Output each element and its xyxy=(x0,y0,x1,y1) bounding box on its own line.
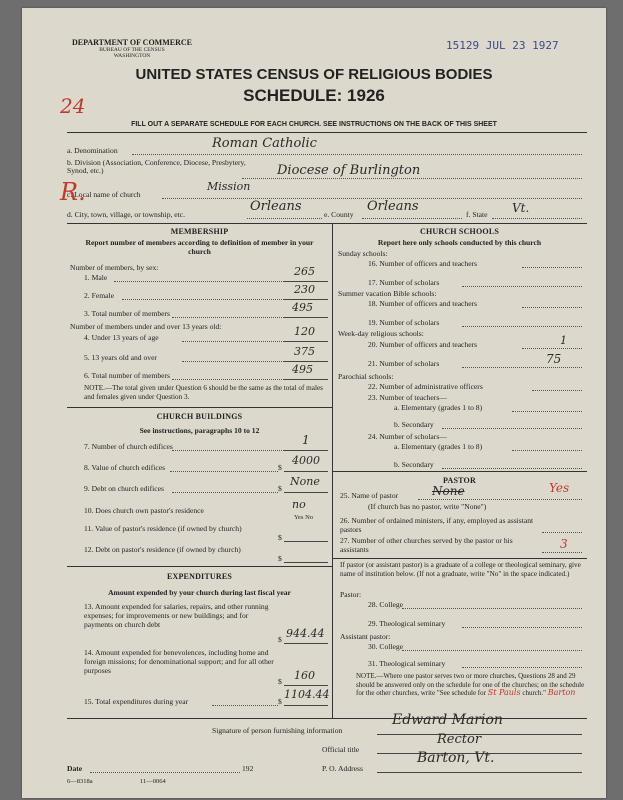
pastor-note-church: St Pauls xyxy=(487,688,521,697)
date-line xyxy=(90,772,240,773)
q3-line xyxy=(284,317,328,318)
q12-dollar: $ xyxy=(278,554,282,563)
q31-line xyxy=(462,667,582,668)
q14-dollar: $ xyxy=(278,677,282,686)
q23b-label: b. Secondary xyxy=(394,420,434,429)
expenditures-heading: EXPENDITURES xyxy=(166,572,233,581)
q4-label: 4. Under 13 years of age xyxy=(84,333,159,342)
grid-rule-buildings xyxy=(67,407,332,408)
q19-line xyxy=(462,326,582,327)
schools-parochial: Parochial schools: xyxy=(338,372,394,381)
signature-label: Signature of person furnishing information xyxy=(212,726,343,735)
q24a-label: a. Elementary (grades 1 to 8) xyxy=(394,442,483,451)
pastor-note xyxy=(356,672,586,698)
q2-line xyxy=(284,299,328,300)
q12-line xyxy=(284,562,328,563)
q8-value: 4000 xyxy=(292,454,320,467)
q26-label: 26. Number of ordained ministers, if any, employed as assistant pastors xyxy=(340,516,534,534)
q16-label: 16. Number of officers and teachers xyxy=(368,259,478,268)
q6-label: 6. Total number of members xyxy=(84,371,171,380)
q25-line xyxy=(418,499,582,500)
grid-rule-bottom xyxy=(67,718,587,719)
q21-line xyxy=(462,367,582,368)
membership-note: NOTE.—The total given under Question 6 should be the same as the total of males and females given under Question 3. xyxy=(84,384,323,401)
q13-dollar: $ xyxy=(278,635,282,644)
state-label: f. State xyxy=(466,210,488,219)
q15-line xyxy=(284,705,328,706)
q28-line xyxy=(402,608,582,609)
q16-line xyxy=(522,267,582,268)
pastor-note-town: Barton xyxy=(547,688,576,697)
q14-line xyxy=(284,685,328,686)
county-value: Orleans xyxy=(367,199,419,214)
form-subtitle: SCHEDULE: 1926 xyxy=(243,86,385,105)
q11-dollar: $ xyxy=(278,533,282,542)
expenditures-intro: Amount expended by your church during last fiscal year xyxy=(108,588,291,597)
date-label: Date xyxy=(67,764,83,773)
department-block xyxy=(62,38,202,59)
q7-label: 7. Number of church edifices xyxy=(84,442,173,451)
membership-intro: Report number of members according to definition of member in your church xyxy=(85,238,314,256)
q18-label: 18. Number of officers and teachers xyxy=(368,299,478,308)
q10-value: no xyxy=(292,498,306,511)
q20-label: 20. Number of officers and teachers xyxy=(368,340,478,349)
q19-label: 19. Number of scholars xyxy=(368,318,440,327)
q24-label: 24. Number of scholars— xyxy=(368,432,447,441)
state-value: Vt. xyxy=(512,201,530,215)
q1-dots xyxy=(114,281,284,282)
q30-line xyxy=(402,650,582,651)
q10-label: 10. Does church own pastor's residence xyxy=(84,506,204,515)
q1-label: 1. Male xyxy=(84,273,108,282)
county-line xyxy=(362,218,462,219)
local-name-value: Mission xyxy=(207,180,251,193)
q13-value: 944.44 xyxy=(286,627,325,640)
q5-label: 5. 13 years old and over xyxy=(84,353,157,362)
q17-line xyxy=(462,286,582,287)
state-line xyxy=(492,218,582,219)
q5-value: 375 xyxy=(294,345,315,358)
city-label: d. City, town, village, or township, etc. xyxy=(67,210,186,219)
pastor-note-text: NOTE.—Where one pastor serves two or more churches, Questions 28 and 29 should be answered only on the schedule for one of the churches; on the schedule for the other churches, write "See schedule for xyxy=(356,672,585,697)
q14-value: 160 xyxy=(294,669,315,682)
city-name: WASHINGTON xyxy=(113,53,151,59)
q8-label: 8. Value of church edifices xyxy=(84,463,166,472)
graduate-note: If pastor (or assistant pastor) is a graduate of a college or theological seminary, give name of institution below. (If not a graduate, write "No" in the space indicated.) xyxy=(340,561,581,578)
po-address-value: Barton, Vt. xyxy=(417,750,495,766)
q1-line xyxy=(284,281,328,282)
q1-value: 265 xyxy=(294,265,315,278)
q9-dots xyxy=(172,492,278,493)
q23b-line xyxy=(442,428,582,429)
q29-label: 29. Theological seminary xyxy=(368,619,446,628)
pastor-subheading: Pastor: xyxy=(340,590,362,599)
division-value: Diocese of Burlington xyxy=(277,163,421,178)
instruction-line: FILL OUT A SEPARATE SCHEDULE FOR EACH CHURCH. SEE INSTRUCTIONS ON THE BACK OF THIS SHEET xyxy=(131,121,497,128)
denomination-line xyxy=(132,154,582,155)
q24a-line xyxy=(512,450,582,451)
signature-value: Edward Marion xyxy=(392,712,503,728)
q28-label: 28. College xyxy=(368,600,404,609)
schools-summer: Summer vacation Bible schools: xyxy=(338,289,437,298)
q17-label: 17. Number of scholars xyxy=(368,278,440,287)
buildings-heading: CHURCH BUILDINGS xyxy=(156,412,243,421)
q23a-line xyxy=(512,411,582,412)
q31-label: 31. Theological seminary xyxy=(368,659,446,668)
q21-label: 21. Number of scholars xyxy=(368,359,440,368)
q26-line xyxy=(542,532,582,533)
membership-age-intro: Number of members under and over 13 years old: xyxy=(70,322,222,331)
print-number: 11—0064 xyxy=(140,778,166,785)
q6-value: 495 xyxy=(292,363,313,376)
q15-dots xyxy=(212,705,278,706)
q29-line xyxy=(462,627,582,628)
q27-line xyxy=(542,552,582,553)
po-address-label: P. O. Address xyxy=(322,764,363,773)
county-label: e. County xyxy=(324,210,354,219)
form-title: UNITED STATES CENSUS OF RELIGIOUS BODIES xyxy=(135,66,493,83)
denomination-value: Roman Catholic xyxy=(212,136,317,151)
q30-label: 30. College xyxy=(368,642,404,651)
q25-mark: Yes xyxy=(549,481,570,495)
received-stamp: 15129 JUL 23 1927 xyxy=(446,39,559,52)
q24b-label: b. Secondary xyxy=(394,460,434,469)
q22-line xyxy=(532,390,582,391)
official-title-value: Rector xyxy=(437,732,482,747)
q11-label: 11. Value of pastor's residence (if owned by church) xyxy=(84,524,242,533)
q3-dots xyxy=(172,317,284,318)
schools-weekday: Week-day religious schools: xyxy=(338,329,424,338)
census-schedule-sheet xyxy=(22,8,606,798)
margin-number: 24 xyxy=(60,94,86,118)
form-number: 6—8318a xyxy=(67,778,93,785)
q25-note: (If church has no pastor, write "None") xyxy=(368,502,487,511)
pastor-note-end: church." xyxy=(522,689,546,697)
q2-value: 230 xyxy=(294,283,315,296)
margin-letter: R. xyxy=(60,178,86,206)
q15-value: 1104.44 xyxy=(284,688,330,701)
q27-label: 27. Number of other churches served by the pastor or his assistants xyxy=(340,536,513,554)
schools-intro: Report here only schools conducted by this church xyxy=(377,238,542,247)
q8-line xyxy=(284,471,328,472)
q7-dots xyxy=(172,450,284,451)
q5-dots xyxy=(182,361,284,362)
q13-line xyxy=(284,643,328,644)
q13-label: 13. Amount expended for salaries, repairs, and other running expenses; for improvements or new buildings; and for payments on church debt xyxy=(84,602,269,629)
grid-rule-expenditures xyxy=(67,566,332,567)
q4-line xyxy=(284,341,328,342)
q25-label: 25. Name of pastor xyxy=(340,491,399,500)
pastor-heading: PASTOR xyxy=(443,476,476,485)
bureau-name: BUREAU OF THE CENSUS xyxy=(99,47,165,53)
po-address-line xyxy=(377,772,582,773)
pastor-rule xyxy=(332,558,587,559)
q7-line xyxy=(284,450,328,451)
q25-value: None xyxy=(432,484,465,498)
city-value: Orleans xyxy=(250,199,302,214)
q2-dots xyxy=(122,299,284,300)
schools-sunday: Sunday schools: xyxy=(338,249,388,258)
q9-dollar: $ xyxy=(278,484,282,493)
q14-label: 14. Amount expended for benevolences, including home and foreign missions; for denominational support; and for all other purposes xyxy=(84,648,274,675)
q23-label: 23. Number of teachers— xyxy=(368,393,447,402)
q18-line xyxy=(522,307,582,308)
membership-by-sex: Number of members, by sex: xyxy=(70,263,159,272)
q20-line xyxy=(522,348,582,349)
q9-label: 9. Debt on church edifices xyxy=(84,484,164,493)
q6-line xyxy=(284,379,328,380)
q9-value: None xyxy=(290,475,320,488)
q3-label: 3. Total number of members xyxy=(84,309,171,318)
q10-options: Yes No xyxy=(294,514,314,521)
q3-value: 495 xyxy=(292,301,313,314)
division-label: b. Division (Association, Conference, Diocese, Presbytery, Synod, etc.) xyxy=(67,158,246,175)
q8-dollar: $ xyxy=(278,463,282,472)
buildings-intro: See instructions, paragraphs 10 to 12 xyxy=(139,426,260,435)
q15-label: 15. Total expenditures during year xyxy=(84,697,189,706)
top-rule xyxy=(67,132,587,133)
q5-line xyxy=(284,361,328,362)
q22-label: 22. Number of administrative officers xyxy=(368,382,483,391)
division-line xyxy=(242,178,582,179)
q24b-line xyxy=(442,468,582,469)
q4-dots xyxy=(182,341,284,342)
q23a-label: a. Elementary (grades 1 to 8) xyxy=(394,403,483,412)
q12-label: 12. Debt on pastor's residence (if owned by church) xyxy=(84,545,241,554)
q20-value: 1 xyxy=(560,334,567,347)
q4-value: 120 xyxy=(294,325,315,338)
schools-heading: CHURCH SCHOOLS xyxy=(419,227,500,236)
q6-dots xyxy=(172,379,284,380)
q9-line xyxy=(284,492,328,493)
grid-rule-1 xyxy=(67,223,587,224)
q21-value: 75 xyxy=(546,352,562,366)
department-name: DEPARTMENT OF COMMERCE xyxy=(71,38,192,47)
membership-heading: MEMBERSHIP xyxy=(170,227,229,236)
assistant-subheading: Assistant pastor: xyxy=(340,632,391,641)
q7-value: 1 xyxy=(302,433,310,447)
q2-label: 2. Female xyxy=(84,291,114,300)
q15-dollar: $ xyxy=(278,697,282,706)
q27-value: 3 xyxy=(560,537,568,551)
denomination-label: a. Denomination xyxy=(67,146,118,155)
local-name-label: c. Local name of church xyxy=(67,190,141,199)
q8-dots xyxy=(170,471,278,472)
grid-rule-pastor xyxy=(332,471,587,472)
city-line xyxy=(247,218,322,219)
official-title-label: Official title xyxy=(322,745,360,754)
date-year: 192 xyxy=(242,764,254,773)
q11-line xyxy=(284,541,328,542)
